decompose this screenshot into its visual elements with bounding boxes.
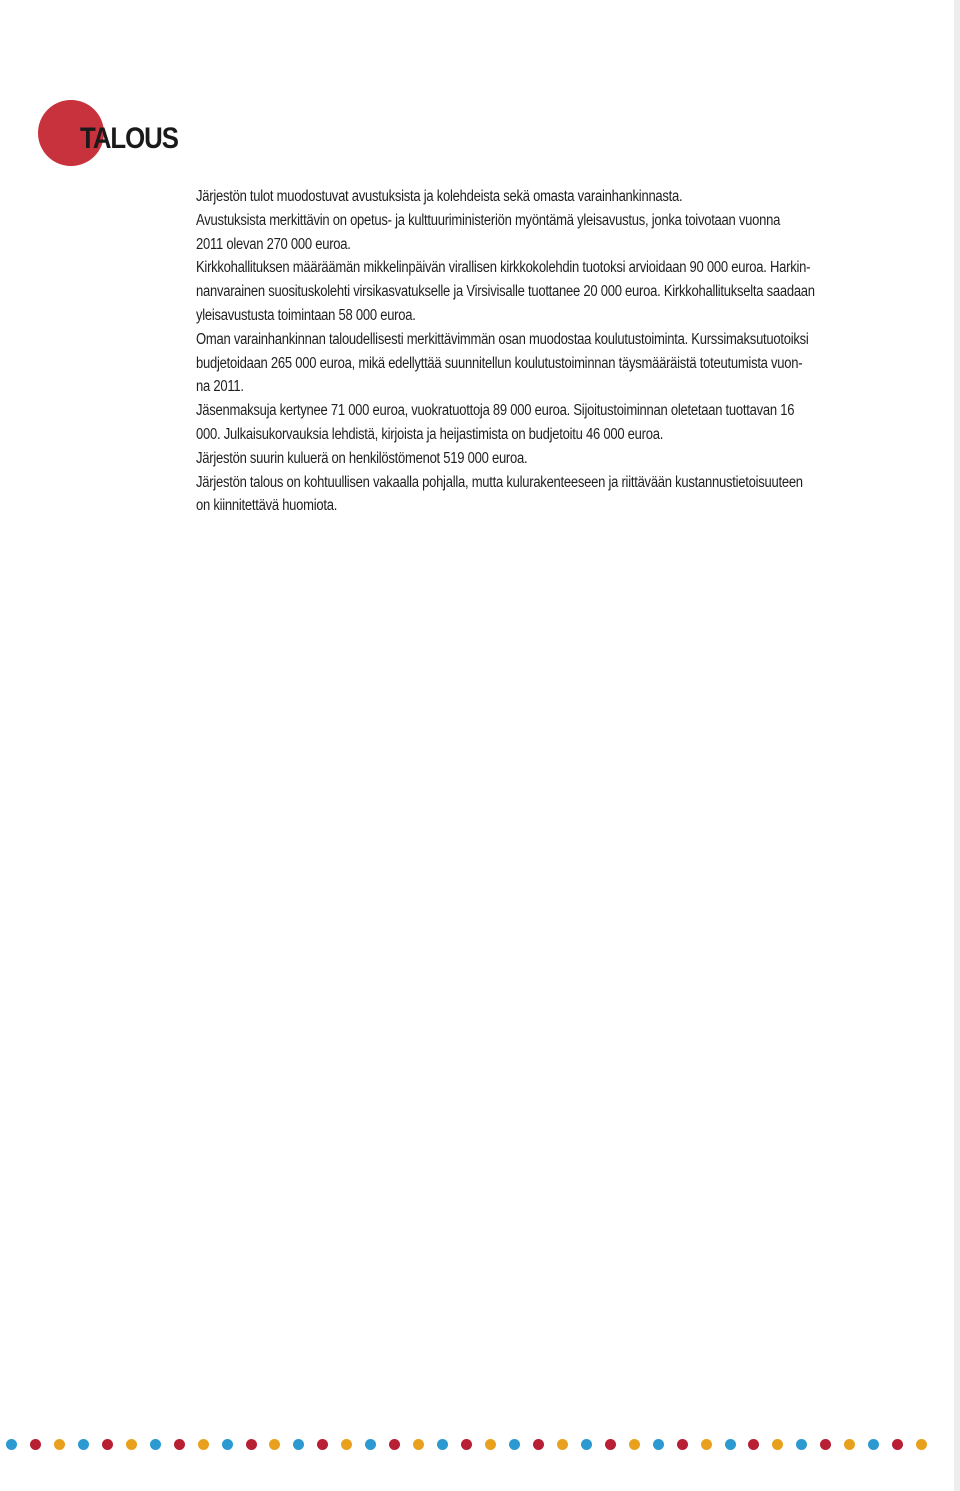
body-text xyxy=(196,185,931,518)
decorative-dot xyxy=(509,1439,520,1450)
decorative-dot xyxy=(269,1439,280,1450)
decorative-dot xyxy=(150,1439,161,1450)
text-line: on kiinnitettävä huomiota. xyxy=(196,497,338,515)
text-line: budjetoidaan 265 000 euroa, mikä edellyttää suunnitellun koulutustoiminnan täysmääräistä toteutumista vuon- xyxy=(196,354,803,372)
text-line: Avustuksista merkittävin on opetus- ja kulttuuriministeriön myöntämä yleisavustus, jonka toivotaan vuonna xyxy=(196,211,781,229)
text-line: 000. Julkaisukorvauksia lehdistä, kirjoista ja heijastimista on budjetoitu 46 000 euroa. xyxy=(196,425,664,443)
decorative-dot xyxy=(677,1439,688,1450)
decorative-dot xyxy=(317,1439,328,1450)
decorative-dot xyxy=(126,1439,137,1450)
decorative-dot xyxy=(437,1439,448,1450)
decorative-dot xyxy=(246,1439,257,1450)
decorative-dot xyxy=(868,1439,879,1450)
decorative-dot xyxy=(222,1439,233,1450)
text-line: Järjestön talous on kohtuullisen vakaalla pohjalla, mutta kulurakenteeseen ja riittävään kustannustietoisuuteen xyxy=(196,473,803,491)
decorative-dot xyxy=(916,1439,927,1450)
decorative-dot xyxy=(772,1439,783,1450)
decorative-dot xyxy=(102,1439,113,1450)
page-title: TALOUS xyxy=(80,122,178,155)
dotted-border-decoration xyxy=(0,1439,954,1453)
decorative-dot xyxy=(533,1439,544,1450)
decorative-dot xyxy=(485,1439,496,1450)
decorative-dot xyxy=(341,1439,352,1450)
decorative-dot xyxy=(461,1439,472,1450)
decorative-dot xyxy=(413,1439,424,1450)
decorative-dot xyxy=(78,1439,89,1450)
decorative-dot xyxy=(365,1439,376,1450)
decorative-dot xyxy=(389,1439,400,1450)
decorative-dot xyxy=(892,1439,903,1450)
text-line: nanvarainen suosituskolehti virsikasvatukselle ja Virsivisalle tuottanee 20 000 euroa. Kirkkohallitukselta saadaan xyxy=(196,283,815,301)
decorative-dot xyxy=(820,1439,831,1450)
decorative-dot xyxy=(844,1439,855,1450)
decorative-dot xyxy=(54,1439,65,1450)
text-line: Jäsenmaksuja kertynee 71 000 euroa, vuokratuottoja 89 000 euroa. Sijoitustoiminnan oletetaan tuottavan 16 xyxy=(196,402,795,420)
text-line: Oman varainhankinnan taloudellisesti merkittävimmän osan muodostaa koulutustoiminta. Kurssimaksutuotoiksi xyxy=(196,330,809,348)
decorative-dot xyxy=(653,1439,664,1450)
decorative-dot xyxy=(557,1439,568,1450)
decorative-dot xyxy=(198,1439,209,1450)
decorative-dot xyxy=(748,1439,759,1450)
decorative-dot xyxy=(796,1439,807,1450)
text-line: 2011 olevan 270 000 euroa. xyxy=(196,235,351,253)
text-line: Järjestön tulot muodostuvat avustuksista ja kolehdeista sekä omasta varainhankinnasta. xyxy=(196,188,683,205)
decorative-dot xyxy=(701,1439,712,1450)
decorative-dot xyxy=(293,1439,304,1450)
decorative-dot xyxy=(30,1439,41,1450)
text-line: Kirkkohallituksen määräämän mikkelinpäivän virallisen kirkkokolehdin tuotoksi arvioidaan 90 000 euroa. Harkin- xyxy=(196,259,811,277)
text-line: Järjestön suurin kuluerä on henkilöstömenot 519 000 euroa. xyxy=(196,449,528,467)
decorative-dot xyxy=(174,1439,185,1450)
decorative-dot xyxy=(629,1439,640,1450)
text-line: yleisavustusta toimintaan 58 000 euroa. xyxy=(196,306,416,324)
decorative-dot xyxy=(605,1439,616,1450)
text-line: na 2011. xyxy=(196,378,244,396)
decorative-dot xyxy=(725,1439,736,1450)
decorative-dot xyxy=(6,1439,17,1450)
page-edge-strip xyxy=(954,0,960,1491)
decorative-dot xyxy=(581,1439,592,1450)
